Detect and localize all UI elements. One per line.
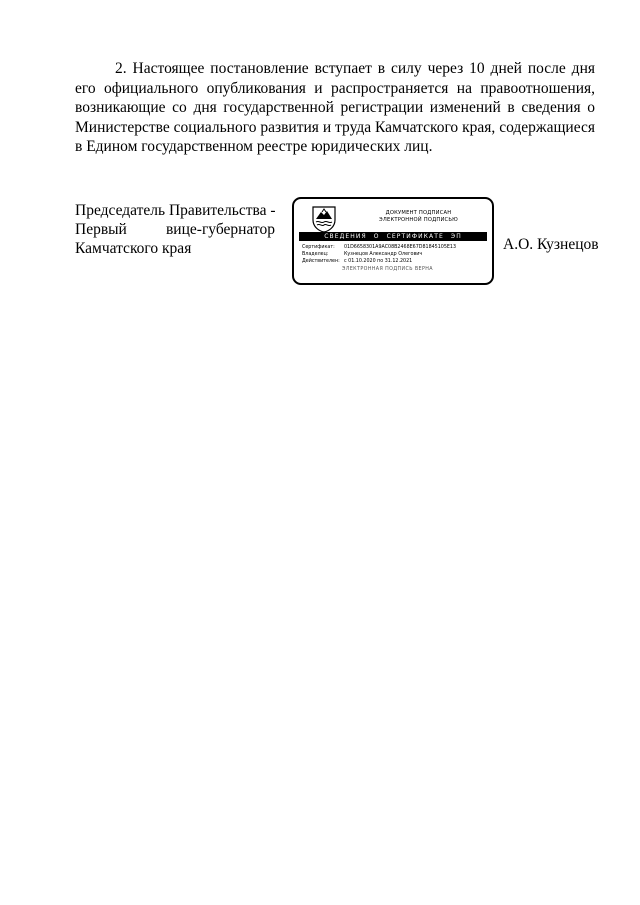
stamp-row-owner [302, 251, 490, 258]
kamchatka-coat-of-arms-icon [311, 205, 337, 233]
stamp-header-line-2: ЭЛЕКТРОННОЙ ПОДПИСЬЮ [379, 217, 458, 223]
signer-title-line-2: Первый вице-губернатор [75, 221, 275, 238]
stamp-row-validity [302, 258, 490, 265]
stamp-header-line-1: ДОКУМЕНТ ПОДПИСАН [385, 210, 452, 216]
stamp-certificate-band: СВЕДЕНИЯ О СЕРТИФИКАТЕ ЭП [299, 232, 487, 241]
signer-title-line-3: Камчатского края [75, 240, 192, 257]
stamp-row-certificate [302, 244, 490, 251]
stamp-row-value: Кузнецов Александр Олегович [344, 252, 423, 257]
signer-title [75, 201, 275, 258]
stamp-row-value: с 01.10.2020 по 31.12.2021 [344, 259, 413, 264]
paragraph-2: 2. Настоящее постановление вступает в силу через 10 дней после дня его официального опубликования и распространяется на правоотношения, возникающие со дня государственной регистрации изменений в сведения о Министерстве социального развития и труда Камчатского края, содержащиеся в Едином государственном реестре юридических лиц. [75, 60, 595, 155]
stamp-row-label: Действителен: [302, 259, 340, 264]
stamp-header [346, 210, 491, 224]
stamp-row-label: Сертификат: [302, 245, 335, 250]
signer-name: А.О. Кузнецов [503, 236, 599, 253]
stamp-row-label: Владелец: [302, 252, 329, 257]
e-signature-stamp [292, 197, 494, 285]
signer-title-line-1: Председатель Правительства - [75, 202, 276, 219]
stamp-footer: ЭЛЕКТРОННАЯ ПОДПИСЬ ВЕРНА [342, 267, 433, 272]
stamp-row-value: 01D6658301A9AC08B2468E67D81845105E13 [344, 245, 457, 250]
stamp-details [302, 244, 490, 265]
